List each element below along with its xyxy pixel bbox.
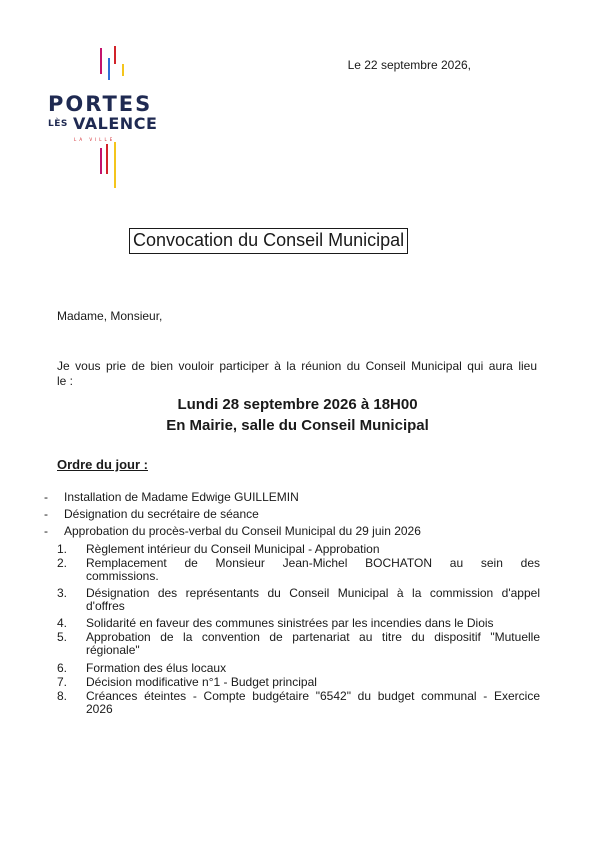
item-number: 1. [57,542,68,556]
dash-bullet: - [44,524,48,538]
item-text-continued: régionale" [86,643,140,657]
logo-tagline: LA VILLE [74,137,116,142]
item-number: 3. [57,586,68,600]
meeting-date: Lundi 28 septembre 2026 à 18H00 [177,396,418,413]
dash-bullet: - [44,507,48,521]
letter-date: Le 22 septembre 2026, [347,58,471,72]
logo-word-valence: VALENCE [73,114,158,133]
agenda-title: Ordre du jour : [57,457,148,472]
item-text: Remplacement de Monsieur Jean-Michel BOCHATON au sein des [86,556,540,570]
item-number: 4. [57,616,68,630]
item-number: 7. [57,675,68,689]
agenda-dash-item [44,507,259,521]
logo-bar-pink-low [100,148,102,174]
item-text: Approbation de la convention de partenariat au titre du dispositif "Mutuelle [86,630,540,644]
meeting-place: En Mairie, salle du Conseil Municipal [166,417,429,434]
logo-bar-yellow-low [114,142,116,188]
item-number: 8. [57,689,68,703]
item-text: Formation des élus locaux [86,661,227,675]
city-logo [40,44,190,194]
item-text: Solidarité en faveur des communes sinistrées par les incendies dans le Diois [86,616,494,630]
item-text: Décision modificative n°1 - Budget principal [86,675,317,689]
logo-bar-yellow-top [122,64,124,76]
salutation: Madame, Monsieur, [57,309,163,323]
agenda-dash-item [44,490,299,504]
logo-word-portes: PORTES [48,92,153,116]
item-number: 6. [57,661,68,675]
logo-bar-red [114,46,116,64]
logo-bar-red-low [106,144,108,174]
item-text: Règlement intérieur du Conseil Municipal - Approbation [86,542,380,556]
item-text-continued: d'offres [86,599,125,613]
logo-word-les: LÈS [48,119,68,129]
agenda-dash-text: Installation de Madame Edwige GUILLEMIN [64,490,299,504]
agenda-dash-text: Désignation du secrétaire de séance [64,507,259,521]
item-number: 2. [57,556,68,570]
intro-line-2: le : [57,374,74,388]
document-title: Convocation du Conseil Municipal [129,228,408,254]
item-text-continued: 2026 [86,702,113,716]
agenda-dash-item [44,524,421,538]
dash-bullet: - [44,490,48,504]
logo-bar-magenta [100,48,102,74]
item-number: 5. [57,630,68,644]
intro-line-1: Je vous prie de bien vouloir participer à la réunion du Conseil Municipal qui aura lieu [57,359,537,373]
item-text-continued: commissions. [86,569,159,583]
item-text: Créances éteintes - Compte budgétaire "6542" du budget communal - Exercice [86,689,540,703]
logo-bar-blue [108,58,110,80]
item-text: Désignation des représentants du Conseil Municipal à la commission d'appel [86,586,540,600]
agenda-dash-text: Approbation du procès-verbal du Conseil Municipal du 29 juin 2026 [64,524,421,538]
